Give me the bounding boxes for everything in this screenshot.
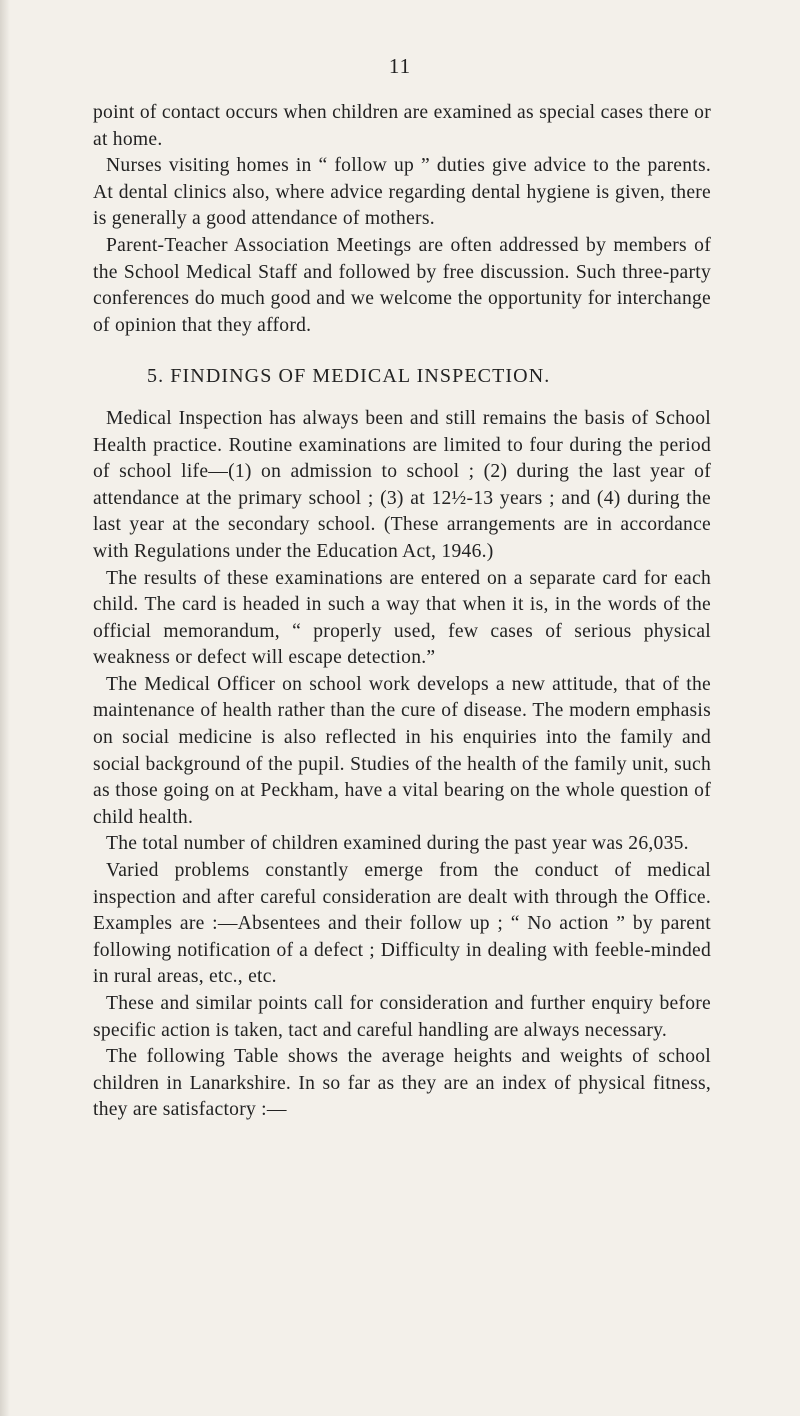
paragraph: The following Table shows the average heights and weights of school children in Lanarkshire. In so far as they are an index of physical fitness, they are satisfactory :— [93,1046,711,1121]
page-spine-shadow [0,0,10,1416]
paragraph: The Medical Officer on school work develops a new attitude, that of the maintenance of health rather than the cure of disease. The modern emphasis on social medicine is also reflected in his enquiries into the family and social background of the pupil. Studies of the health of the family unit, such as those going on at Peckham, have a vital bearing on the whole question of child health. [93,673,711,828]
paragraph: The results of these examinations are entered on a separate card for each child. The card is headed in such a way that when it is, in the words of the official memorandum, “ properly used, few cases of serious physical weakness or defect will escape detection.” [93,567,711,669]
page-number: 11 [388,54,412,78]
paragraph: These and similar points call for consideration and further enquiry before specific action is taken, tact and careful handling are always necessary. [93,993,711,1041]
section-heading: 5. FINDINGS OF MEDICAL INSPECTION. [147,365,551,388]
paragraph: Medical Inspection has always been and still remains the basis of School Health practice. Routine examinations are limited to four during the period of school life—(1) on admission to school ; (2) during the last year of attendance at the primary school ; (3) at 12½-13 years ; and (4) during the last year at the secondary school. (These arrangements are in accordance with Regulations under the Education Act, 1946.) [93,407,711,562]
paragraph: point of contact occurs when children are examined as special cases there or at home. [93,102,711,150]
paragraph: Nurses visiting homes in “ follow up ” duties give advice to the parents. At dental clinics also, where advice regarding dental hygiene is given, there is generally a good attendance of mothers. [93,155,711,230]
paragraph: Varied problems constantly emerge from the conduct of medical inspection and after careful consideration are dealt with through the Office. Examples are :—Absentees and their follow up ; “ No action ” by parent following notification of a defect ; Difficulty in dealing with feeble-minded in rural areas, etc., etc. [93,860,711,988]
document-body [93,100,711,1124]
paragraph: The total number of children examined during the past year was 26,035. [106,833,689,855]
paragraph: Parent-Teacher Association Meetings are often addressed by members of the School Medical Staff and followed by free discussion. Such three-party conferences do much good and we welcome the opportunity for interchange of opinion that they afford. [93,234,711,336]
